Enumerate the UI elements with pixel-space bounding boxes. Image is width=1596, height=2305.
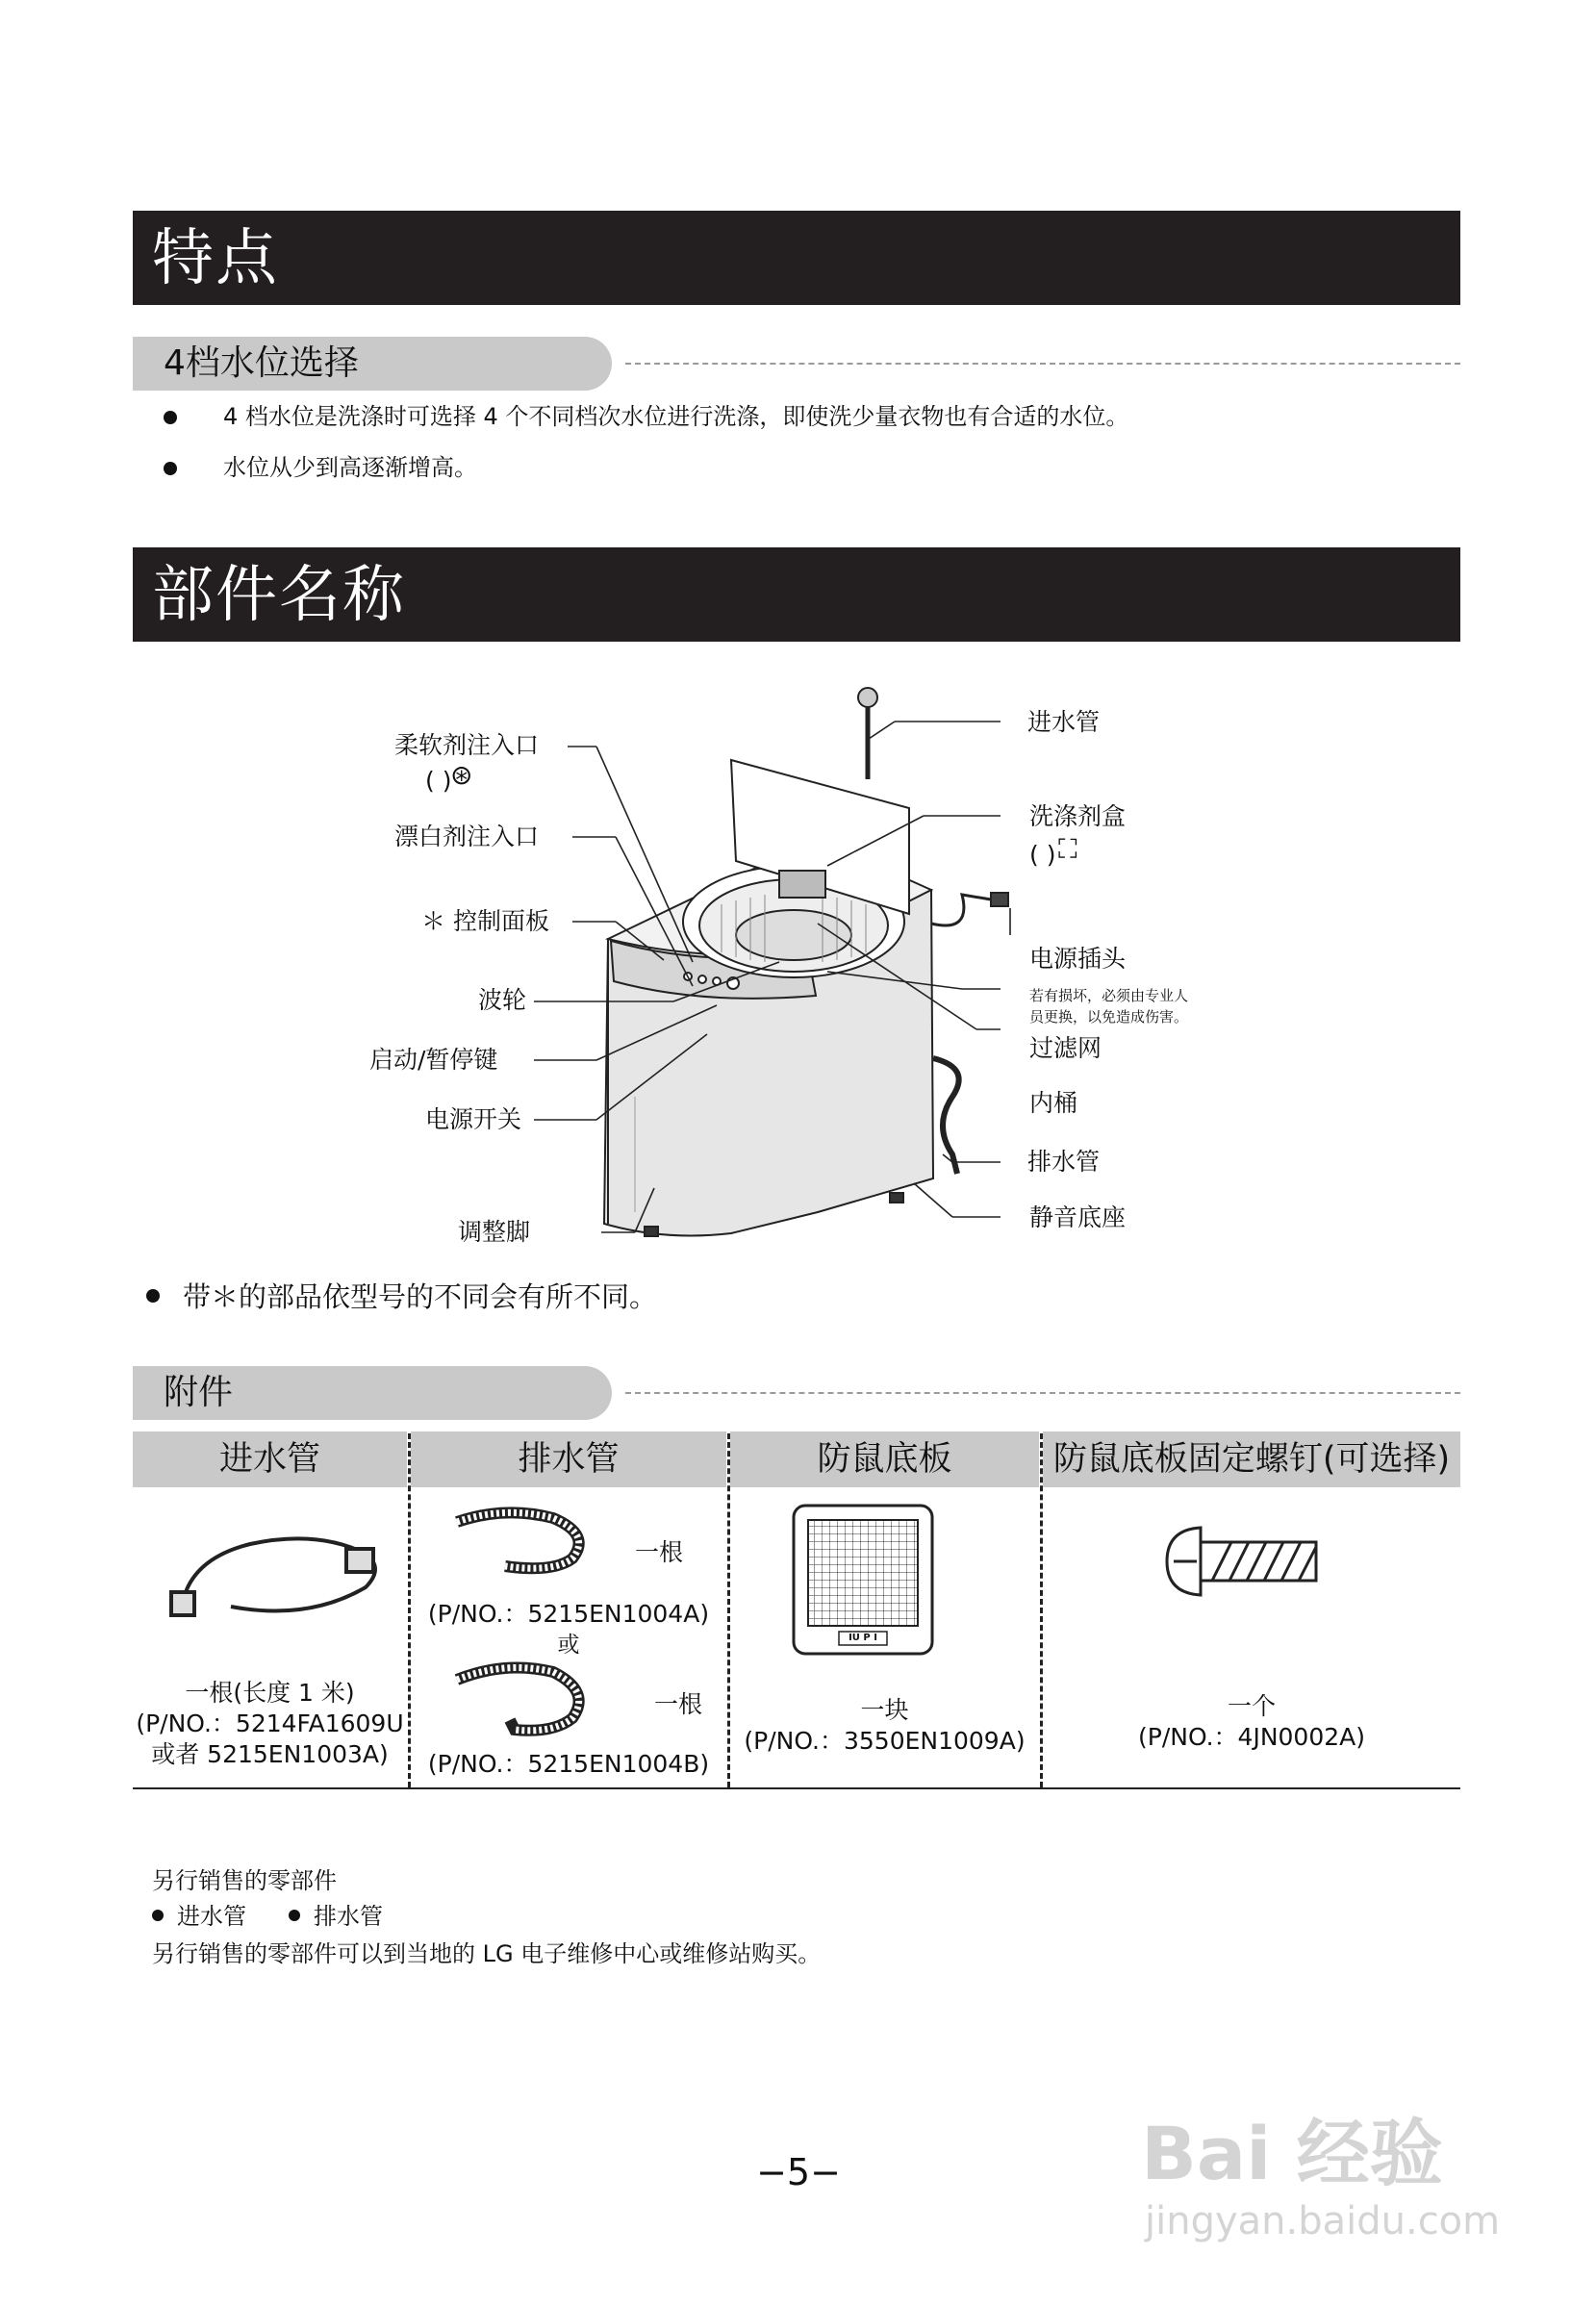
plate-part-number: (P/NO.：3550EN1009A)	[744, 1727, 1026, 1755]
leader-lines	[0, 673, 1596, 1270]
watermark-url: jingyan.baidu.com	[1145, 2199, 1501, 2243]
sold-separately-item: 排水管	[314, 1903, 383, 1930]
plate-mark: IU P I	[849, 1633, 877, 1643]
drain-a-part-number: (P/NO.：5215EN1004A)	[427, 1600, 710, 1628]
subsection-title: 附件	[164, 1373, 234, 1412]
table-header-cell: 排水管	[411, 1431, 726, 1487]
plug-note-line: 员更换，以免造成伤害。	[1029, 1008, 1189, 1026]
label-bleach-inlet: 漂白剂注入口	[394, 823, 540, 850]
screw-qty: 一个	[1227, 1692, 1276, 1720]
parts-note: 带＊的部品依型号的不同会有所不同。	[183, 1280, 658, 1313]
drain-hose-b-illustration	[447, 1653, 601, 1739]
label-start-pause: 启动/暂停键	[369, 1046, 498, 1074]
plate-qty: 一块	[860, 1696, 909, 1724]
label-power-plug: 电源插头	[1029, 945, 1127, 973]
table-header-cell: 防鼠底板固定螺钉(可选择)	[1043, 1431, 1460, 1487]
label-pulsator: 波轮	[478, 986, 527, 1014]
inlet-part-number: (P/NO.：5214FA1609U	[136, 1710, 404, 1737]
label-drain-hose: 排水管	[1027, 1148, 1101, 1176]
sold-separately-note: 另行销售的零部件可以到当地的 LG 电子维修中心或维修站购买。	[152, 1940, 822, 1967]
label-control-panel: ＊ 控制面板	[421, 907, 549, 935]
label-silent-base: 静音底座	[1029, 1203, 1127, 1231]
inlet-qty: 一根(长度 1 米)	[185, 1679, 355, 1707]
softener-icon-parens: ( )	[425, 767, 452, 795]
bullet-icon	[152, 1910, 164, 1921]
sold-separately-title: 另行销售的零部件	[152, 1867, 337, 1894]
section-header-parts	[133, 547, 1460, 642]
label-detergent-box: 洗涤剂盒	[1029, 802, 1127, 830]
table-header-cell: 进水管	[133, 1431, 407, 1487]
section-title: 部件名称	[152, 560, 406, 631]
inlet-part-number-alt: 或者 5215EN1003A)	[151, 1740, 389, 1768]
bullet-icon	[289, 1910, 300, 1921]
detergent-icon: ⛶	[1058, 833, 1077, 865]
subsection-title: 4档水位选择	[164, 343, 359, 383]
section-header-features	[133, 211, 1460, 305]
subsection-pill-water-level	[133, 337, 612, 391]
softener-icon: ⊛	[450, 759, 473, 791]
dashed-divider	[625, 363, 1460, 365]
feature-bullet-text: 4 档水位是洗涤时可选择 4 个不同档次水位进行洗涤，即使洗少量衣物也有合适的水位。	[223, 403, 1129, 430]
subsection-pill-accessories	[133, 1366, 612, 1420]
screw-part-number: (P/NO.：4JN0002A)	[1137, 1723, 1366, 1751]
sold-separately-item: 进水管	[177, 1903, 246, 1930]
drain-b-qty: 一根	[654, 1690, 703, 1718]
page-number: −5−	[756, 2151, 841, 2193]
detergent-icon-parens: ( )	[1029, 841, 1056, 869]
drain-a-qty: 一根	[635, 1538, 684, 1566]
bullet-icon	[146, 1289, 160, 1303]
label-inlet-hose: 进水管	[1027, 708, 1101, 736]
drain-hose-a-illustration	[447, 1501, 601, 1578]
bullet-icon	[164, 411, 177, 424]
label-power-switch: 电源开关	[425, 1105, 522, 1133]
table-bottom-rule	[133, 1787, 1460, 1789]
watermark-brand: Bai 经验	[1141, 2111, 1443, 2196]
label-softener-inlet: 柔软剂注入口	[394, 731, 540, 759]
label-leveling-feet: 调整脚	[458, 1218, 531, 1246]
table-header-cell: 防鼠底板	[730, 1431, 1039, 1487]
inlet-hose-illustration	[164, 1510, 394, 1626]
drain-or-text: 或	[557, 1633, 580, 1658]
dashed-divider	[625, 1392, 1460, 1394]
label-filter: 过滤网	[1029, 1034, 1102, 1062]
label-inner-tub: 内桶	[1029, 1089, 1078, 1117]
screw-illustration	[1162, 1518, 1326, 1605]
plug-note-line: 若有损坏，必须由专业人	[1029, 987, 1189, 1004]
feature-bullet-text: 水位从少到高逐渐增高。	[223, 454, 477, 481]
drain-b-part-number: (P/NO.：5215EN1004B)	[427, 1750, 710, 1778]
bullet-icon	[164, 462, 177, 475]
section-title: 特点	[152, 223, 279, 294]
